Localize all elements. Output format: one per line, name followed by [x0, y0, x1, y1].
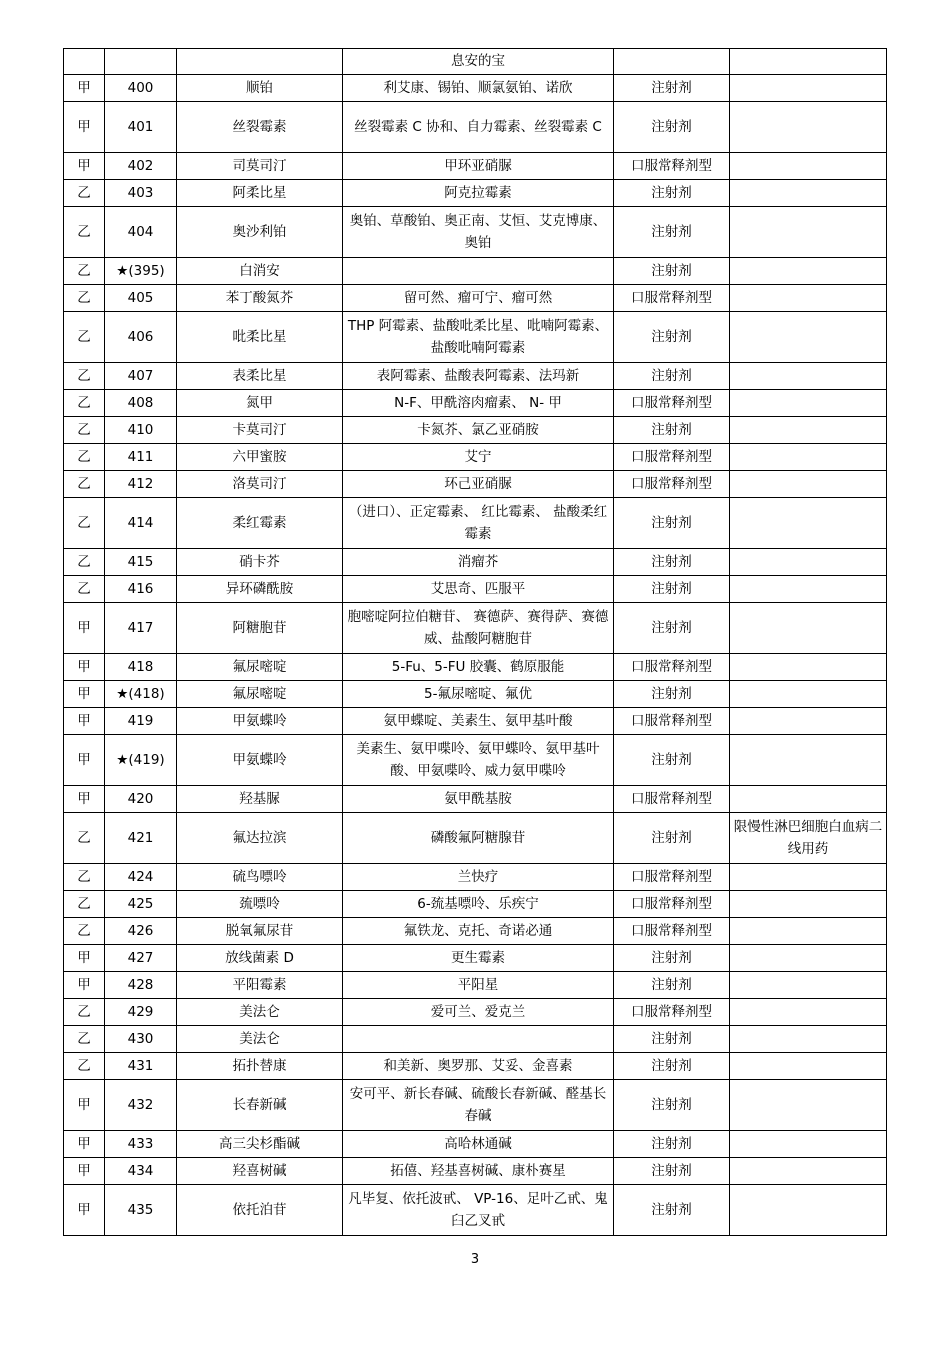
cell-name: 长春新碱 [177, 1080, 343, 1131]
cell-remarks [730, 864, 887, 891]
cell-remarks [730, 1131, 887, 1158]
cell-trade-names: 利艾康、锡铂、顺氯氨铂、诺欣 [343, 75, 614, 102]
cell-trade-names: 拓僖、羟基喜树碱、康朴赛星 [343, 1158, 614, 1185]
cell-trade-names: 留可然、瘤可宁、瘤可然 [343, 285, 614, 312]
cell-class: 乙 [64, 417, 105, 444]
cell-dosage-form: 注射剂 [614, 258, 730, 285]
table-row [64, 549, 887, 576]
cell-trade-names: 氨甲酰基胺 [343, 786, 614, 813]
cell-class: 乙 [64, 312, 105, 363]
cell-dosage-form: 注射剂 [614, 207, 730, 258]
table-row [64, 444, 887, 471]
cell-trade-names: （进口）、正定霉素、 红比霉素、 盐酸柔红霉素 [343, 498, 614, 549]
cell-class: 甲 [64, 1080, 105, 1131]
cell-number: ★(419) [105, 735, 177, 786]
cell-dosage-form: 口服常释剂型 [614, 708, 730, 735]
cell-dosage-form: 口服常释剂型 [614, 471, 730, 498]
cell-number: 420 [105, 786, 177, 813]
table-row [64, 654, 887, 681]
drug-list-table [63, 48, 887, 1236]
cell-dosage-form: 口服常释剂型 [614, 864, 730, 891]
table-row [64, 363, 887, 390]
cell-name: 硫鸟嘌呤 [177, 864, 343, 891]
cell-remarks [730, 363, 887, 390]
cell-trade-names: 氟铁龙、克托、奇诺必通 [343, 918, 614, 945]
cell-number: 431 [105, 1053, 177, 1080]
cell-name: 吡柔比星 [177, 312, 343, 363]
cell-number: 435 [105, 1185, 177, 1236]
cell-class [64, 49, 105, 75]
cell-name: 美法仑 [177, 1026, 343, 1053]
cell-trade-names: 丝裂霉素 C 协和、自力霉素、丝裂霉素 C [343, 102, 614, 153]
cell-dosage-form: 注射剂 [614, 945, 730, 972]
cell-number: 402 [105, 153, 177, 180]
cell-dosage-form: 注射剂 [614, 972, 730, 999]
cell-trade-names: 美素生、氨甲喋呤、氨甲蝶呤、氨甲基叶酸、甲氨喋呤、威力氨甲喋呤 [343, 735, 614, 786]
cell-remarks [730, 417, 887, 444]
table-row [64, 999, 887, 1026]
table-row [64, 945, 887, 972]
cell-remarks [730, 390, 887, 417]
cell-trade-names: N-F、甲酰溶肉瘤素、 N- 甲 [343, 390, 614, 417]
cell-dosage-form: 口服常释剂型 [614, 285, 730, 312]
table-row [64, 735, 887, 786]
cell-trade-names: 兰快疗 [343, 864, 614, 891]
cell-class: 甲 [64, 1131, 105, 1158]
table-row [64, 1158, 887, 1185]
cell-name: 高三尖杉酯碱 [177, 1131, 343, 1158]
cell-dosage-form: 注射剂 [614, 1185, 730, 1236]
table-row [64, 207, 887, 258]
cell-trade-names: 凡毕复、依托波甙、 VP-16、足叶乙甙、鬼臼乙叉甙 [343, 1185, 614, 1236]
cell-name: 拓扑替康 [177, 1053, 343, 1080]
table-row [64, 153, 887, 180]
cell-number: 433 [105, 1131, 177, 1158]
cell-dosage-form: 注射剂 [614, 681, 730, 708]
cell-number: 424 [105, 864, 177, 891]
cell-name: 巯嘌呤 [177, 891, 343, 918]
cell-name: 异环磷酰胺 [177, 576, 343, 603]
cell-name: 白消安 [177, 258, 343, 285]
cell-number: 414 [105, 498, 177, 549]
cell-number [105, 49, 177, 75]
cell-remarks [730, 603, 887, 654]
cell-trade-names: 5-氟尿嘧啶、氟优 [343, 681, 614, 708]
cell-class: 乙 [64, 207, 105, 258]
cell-class: 乙 [64, 471, 105, 498]
cell-name: 硝卡芥 [177, 549, 343, 576]
cell-dosage-form: 注射剂 [614, 102, 730, 153]
cell-name: 阿柔比星 [177, 180, 343, 207]
cell-dosage-form: 注射剂 [614, 603, 730, 654]
cell-trade-names: 更生霉素 [343, 945, 614, 972]
cell-number: 419 [105, 708, 177, 735]
cell-remarks [730, 786, 887, 813]
cell-trade-names: 艾思奇、匹服平 [343, 576, 614, 603]
cell-trade-names: 和美新、奥罗那、艾妥、金喜素 [343, 1053, 614, 1080]
cell-dosage-form: 注射剂 [614, 549, 730, 576]
cell-number: ★(395) [105, 258, 177, 285]
cell-number: 417 [105, 603, 177, 654]
cell-trade-names: 6-巯基嘌呤、乐疾宁 [343, 891, 614, 918]
cell-name: 顺铂 [177, 75, 343, 102]
cell-name: 六甲蜜胺 [177, 444, 343, 471]
cell-number: 411 [105, 444, 177, 471]
cell-dosage-form: 注射剂 [614, 363, 730, 390]
cell-name: 羟喜树碱 [177, 1158, 343, 1185]
cell-trade-names: 安可平、新长春碱、硫酸长春新碱、醛基长春碱 [343, 1080, 614, 1131]
cell-class: 乙 [64, 498, 105, 549]
cell-number: 415 [105, 549, 177, 576]
cell-number: 400 [105, 75, 177, 102]
cell-name: 脱氧氟尿苷 [177, 918, 343, 945]
cell-dosage-form: 口服常释剂型 [614, 891, 730, 918]
cell-number: 428 [105, 972, 177, 999]
cell-name: 美法仑 [177, 999, 343, 1026]
cell-number: 429 [105, 999, 177, 1026]
cell-remarks [730, 312, 887, 363]
table-row [64, 471, 887, 498]
cell-name [177, 49, 343, 75]
cell-remarks [730, 285, 887, 312]
cell-class: 甲 [64, 1185, 105, 1236]
cell-dosage-form: 注射剂 [614, 1131, 730, 1158]
cell-dosage-form: 口服常释剂型 [614, 444, 730, 471]
cell-number: 432 [105, 1080, 177, 1131]
cell-trade-names: 平阳星 [343, 972, 614, 999]
cell-class: 乙 [64, 180, 105, 207]
table-row [64, 417, 887, 444]
table-row [64, 102, 887, 153]
table-row [64, 312, 887, 363]
cell-name: 氮甲 [177, 390, 343, 417]
cell-number: 410 [105, 417, 177, 444]
table-row [64, 603, 887, 654]
cell-remarks [730, 1080, 887, 1131]
table-row [64, 918, 887, 945]
cell-remarks [730, 654, 887, 681]
cell-dosage-form: 注射剂 [614, 1026, 730, 1053]
cell-remarks [730, 102, 887, 153]
cell-class: 甲 [64, 75, 105, 102]
cell-name: 奥沙利铂 [177, 207, 343, 258]
cell-number: 427 [105, 945, 177, 972]
cell-trade-names: THP 阿霉素、盐酸吡柔比星、吡喃阿霉素、盐酸吡喃阿霉素 [343, 312, 614, 363]
table-row [64, 576, 887, 603]
cell-remarks [730, 891, 887, 918]
table-row [64, 891, 887, 918]
cell-number: 404 [105, 207, 177, 258]
table-row [64, 708, 887, 735]
table-row [64, 1080, 887, 1131]
cell-trade-names: 卡氮芥、氯乙亚硝胺 [343, 417, 614, 444]
cell-class: 甲 [64, 972, 105, 999]
cell-number: 434 [105, 1158, 177, 1185]
cell-dosage-form: 注射剂 [614, 1080, 730, 1131]
cell-trade-names [343, 258, 614, 285]
table-row [64, 75, 887, 102]
cell-remarks [730, 708, 887, 735]
cell-trade-names: 表阿霉素、盐酸表阿霉素、法玛新 [343, 363, 614, 390]
cell-trade-names: 阿克拉霉素 [343, 180, 614, 207]
cell-remarks [730, 1158, 887, 1185]
cell-dosage-form: 口服常释剂型 [614, 390, 730, 417]
cell-remarks [730, 918, 887, 945]
cell-trade-names: 消瘤芥 [343, 549, 614, 576]
cell-name: 洛莫司汀 [177, 471, 343, 498]
cell-number: 406 [105, 312, 177, 363]
cell-trade-names: 甲环亚硝脲 [343, 153, 614, 180]
table-row [64, 813, 887, 864]
cell-name: 苯丁酸氮芥 [177, 285, 343, 312]
cell-remarks [730, 972, 887, 999]
cell-class: 甲 [64, 102, 105, 153]
cell-remarks [730, 49, 887, 75]
cell-dosage-form: 口服常释剂型 [614, 999, 730, 1026]
cell-name: 羟基脲 [177, 786, 343, 813]
cell-remarks [730, 498, 887, 549]
cell-number: 430 [105, 1026, 177, 1053]
cell-name: 丝裂霉素 [177, 102, 343, 153]
cell-class: 乙 [64, 864, 105, 891]
cell-trade-names: 爱可兰、爱克兰 [343, 999, 614, 1026]
cell-trade-names [343, 1026, 614, 1053]
cell-dosage-form: 注射剂 [614, 813, 730, 864]
cell-trade-names: 奥铂、草酸铂、奥正南、艾恒、艾克博康、奥铂 [343, 207, 614, 258]
table-row-continuation [64, 49, 887, 75]
cell-remarks [730, 945, 887, 972]
cell-dosage-form: 注射剂 [614, 417, 730, 444]
cell-name: 甲氨蝶呤 [177, 735, 343, 786]
cell-number: 418 [105, 654, 177, 681]
cell-remarks [730, 444, 887, 471]
page-number: 3 [470, 1252, 480, 1267]
cell-remarks [730, 258, 887, 285]
cell-class: 甲 [64, 735, 105, 786]
cell-class: 乙 [64, 549, 105, 576]
table-row [64, 285, 887, 312]
cell-class: 甲 [64, 786, 105, 813]
table-row [64, 180, 887, 207]
cell-trade-names: 息安的宝 [343, 49, 614, 75]
cell-class: 乙 [64, 918, 105, 945]
cell-name: 司莫司汀 [177, 153, 343, 180]
cell-number: 401 [105, 102, 177, 153]
cell-dosage-form: 注射剂 [614, 312, 730, 363]
cell-class: 乙 [64, 363, 105, 390]
cell-class: 甲 [64, 945, 105, 972]
cell-number: 405 [105, 285, 177, 312]
table-row [64, 390, 887, 417]
cell-trade-names: 高哈林通碱 [343, 1131, 614, 1158]
table-row [64, 1053, 887, 1080]
cell-number: 425 [105, 891, 177, 918]
cell-class: 甲 [64, 153, 105, 180]
table-row [64, 1185, 887, 1236]
cell-remarks [730, 735, 887, 786]
cell-name: 表柔比星 [177, 363, 343, 390]
cell-trade-names: 艾宁 [343, 444, 614, 471]
cell-dosage-form: 注射剂 [614, 1158, 730, 1185]
cell-number: 426 [105, 918, 177, 945]
table-row [64, 786, 887, 813]
cell-dosage-form [614, 49, 730, 75]
cell-class: 乙 [64, 258, 105, 285]
cell-number: 416 [105, 576, 177, 603]
cell-name: 氟达拉滨 [177, 813, 343, 864]
cell-remarks [730, 153, 887, 180]
cell-class: 乙 [64, 813, 105, 864]
cell-remarks [730, 681, 887, 708]
cell-remarks [730, 999, 887, 1026]
cell-trade-names: 5-Fu、5-FU 胶囊、鹤原服能 [343, 654, 614, 681]
cell-dosage-form: 口服常释剂型 [614, 786, 730, 813]
cell-class: 甲 [64, 681, 105, 708]
cell-dosage-form: 注射剂 [614, 498, 730, 549]
cell-name: 依托泊苷 [177, 1185, 343, 1236]
cell-dosage-form: 注射剂 [614, 1053, 730, 1080]
table-row [64, 1026, 887, 1053]
cell-name: 氟尿嘧啶 [177, 681, 343, 708]
cell-name: 阿糖胞苷 [177, 603, 343, 654]
cell-number: 408 [105, 390, 177, 417]
cell-class: 甲 [64, 654, 105, 681]
cell-number: 407 [105, 363, 177, 390]
cell-class: 乙 [64, 999, 105, 1026]
cell-name: 甲氨蝶呤 [177, 708, 343, 735]
cell-class: 甲 [64, 708, 105, 735]
table-row [64, 681, 887, 708]
table-row [64, 1131, 887, 1158]
cell-number: ★(418) [105, 681, 177, 708]
cell-name: 氟尿嘧啶 [177, 654, 343, 681]
cell-name: 卡莫司汀 [177, 417, 343, 444]
table-row [64, 972, 887, 999]
cell-trade-names: 环己亚硝脲 [343, 471, 614, 498]
cell-dosage-form: 口服常释剂型 [614, 918, 730, 945]
cell-dosage-form: 注射剂 [614, 576, 730, 603]
table-row [64, 498, 887, 549]
cell-class: 乙 [64, 285, 105, 312]
cell-number: 412 [105, 471, 177, 498]
cell-name: 平阳霉素 [177, 972, 343, 999]
table-row [64, 864, 887, 891]
cell-class: 乙 [64, 390, 105, 417]
cell-remarks [730, 1053, 887, 1080]
cell-remarks [730, 180, 887, 207]
cell-remarks [730, 471, 887, 498]
cell-remarks: 限慢性淋巴细胞白血病二线用药 [730, 813, 887, 864]
cell-remarks [730, 576, 887, 603]
cell-remarks [730, 207, 887, 258]
cell-class: 乙 [64, 891, 105, 918]
cell-dosage-form: 注射剂 [614, 180, 730, 207]
cell-number: 421 [105, 813, 177, 864]
cell-name: 柔红霉素 [177, 498, 343, 549]
cell-class: 乙 [64, 1026, 105, 1053]
cell-name: 放线菌素 D [177, 945, 343, 972]
cell-trade-names: 氨甲蝶啶、美素生、氨甲基叶酸 [343, 708, 614, 735]
cell-class: 乙 [64, 444, 105, 471]
cell-remarks [730, 1026, 887, 1053]
cell-dosage-form: 口服常释剂型 [614, 153, 730, 180]
cell-dosage-form: 注射剂 [614, 735, 730, 786]
cell-number: 403 [105, 180, 177, 207]
cell-trade-names: 磷酸氟阿糖腺苷 [343, 813, 614, 864]
cell-class: 乙 [64, 1053, 105, 1080]
table-row [64, 258, 887, 285]
cell-remarks [730, 75, 887, 102]
cell-class: 乙 [64, 576, 105, 603]
cell-class: 甲 [64, 1158, 105, 1185]
cell-dosage-form: 口服常释剂型 [614, 654, 730, 681]
cell-trade-names: 胞嘧啶阿拉伯糖苷、 赛德萨、赛得萨、赛德威、盐酸阿糖胞苷 [343, 603, 614, 654]
cell-dosage-form: 注射剂 [614, 75, 730, 102]
cell-remarks [730, 549, 887, 576]
cell-remarks [730, 1185, 887, 1236]
table-body [64, 49, 887, 1236]
cell-class: 甲 [64, 603, 105, 654]
